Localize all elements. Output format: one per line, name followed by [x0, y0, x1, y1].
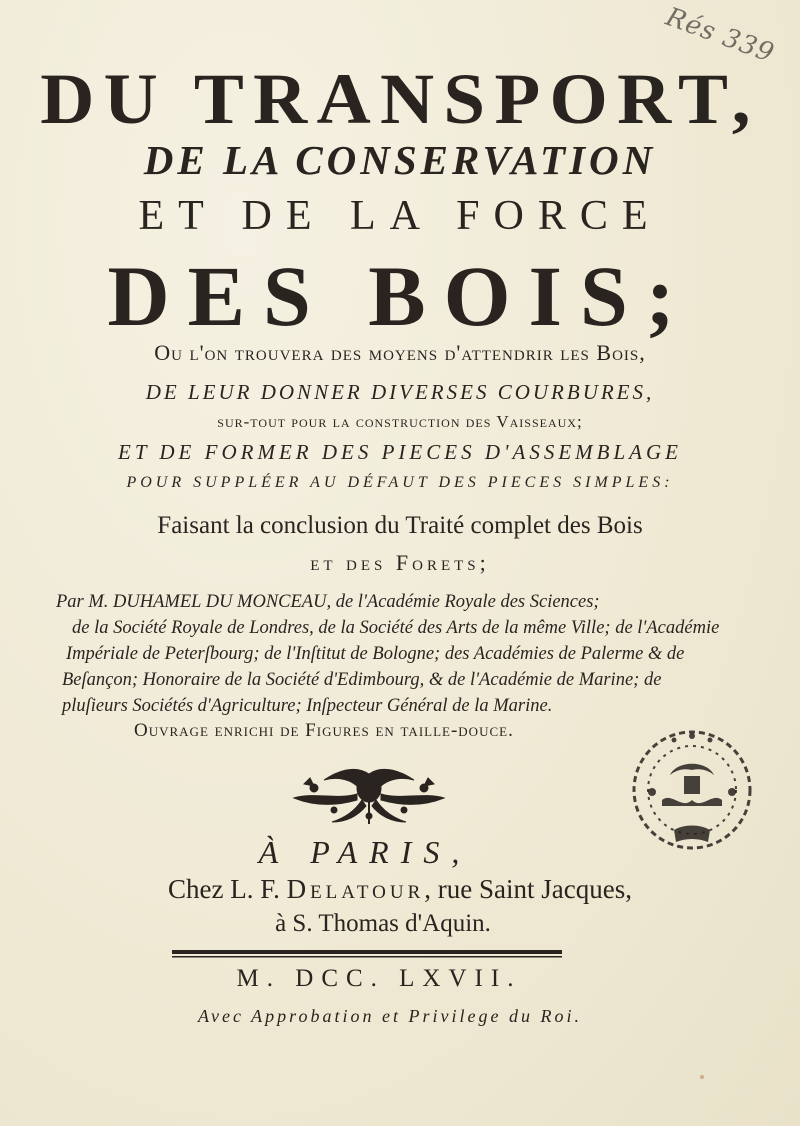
- title-line-1: DU TRANSPORT,: [40, 59, 760, 139]
- imprint-publisher-line: [0, 874, 800, 905]
- author-line-4: Beſançon; Honoraire de la Société d'Edimbourg, & de l'Académie de Marine; de: [62, 670, 662, 690]
- chez-suffix: , rue Saint Jacques,: [424, 874, 632, 904]
- title-line-3: ET DE LA FORCE: [138, 193, 662, 239]
- title-line-4: DES BOIS;: [107, 248, 693, 344]
- imprint-year: M. DCC. LXVII.: [236, 965, 522, 992]
- subtitle-line-5: POUR SUPPLÉER AU DÉFAUT DES PIECES SIMPLES:: [126, 474, 674, 491]
- subtitle-line-2: DE LEUR DONNER DIVERSES COURBURES,: [145, 380, 655, 404]
- publisher-name: Delatour: [286, 874, 425, 904]
- double-rule-divider: [172, 950, 562, 958]
- conclusion-line-1: Faisant la conclusion du Traité complet des Bois: [157, 512, 643, 539]
- author-line-3: Impériale de Peterſbourg; de l'Inſtitut de Bologne; des Académies de Palerme & de: [66, 644, 685, 664]
- imprint-address: à S. Thomas d'Aquin.: [275, 910, 491, 937]
- imprint-city: À PARIS,: [258, 834, 472, 870]
- conclusion-line-2: et des Forets;: [310, 550, 490, 575]
- subtitle-line-4: ET DE FORMER DES PIECES D'ASSEMBLAGE: [118, 440, 682, 464]
- author-line-1: Par M. DUHAMEL DU MONCEAU, de l'Académie Royale des Sciences;: [56, 592, 600, 612]
- subtitle-line-1: Ou l'on trouvera des moyens d'attendrir les Bois,: [154, 340, 646, 365]
- paper-spot: [700, 1075, 704, 1079]
- title-line-2: DE LA CONSERVATION: [143, 137, 657, 183]
- author-line-2: de la Société Royale de Londres, de la Société des Arts de la même Ville; de l'Académie: [72, 618, 720, 638]
- shelfmark-annotation: Rés 339: [661, 2, 779, 69]
- privilege-line: Avec Approbation et Privilege du Roi.: [198, 1006, 582, 1026]
- illustrations-note: Ouvrage enrichi de Figures en taille-douce.: [134, 720, 514, 741]
- chez-prefix: Chez L. F.: [168, 874, 280, 904]
- author-line-5: pluſieurs Sociétés d'Agriculture; Inſpecteur Général de la Marine.: [62, 696, 553, 716]
- floral-vignette-icon: [284, 766, 454, 826]
- subtitle-line-3: sur-tout pour la construction des Vaisseaux;: [217, 412, 583, 431]
